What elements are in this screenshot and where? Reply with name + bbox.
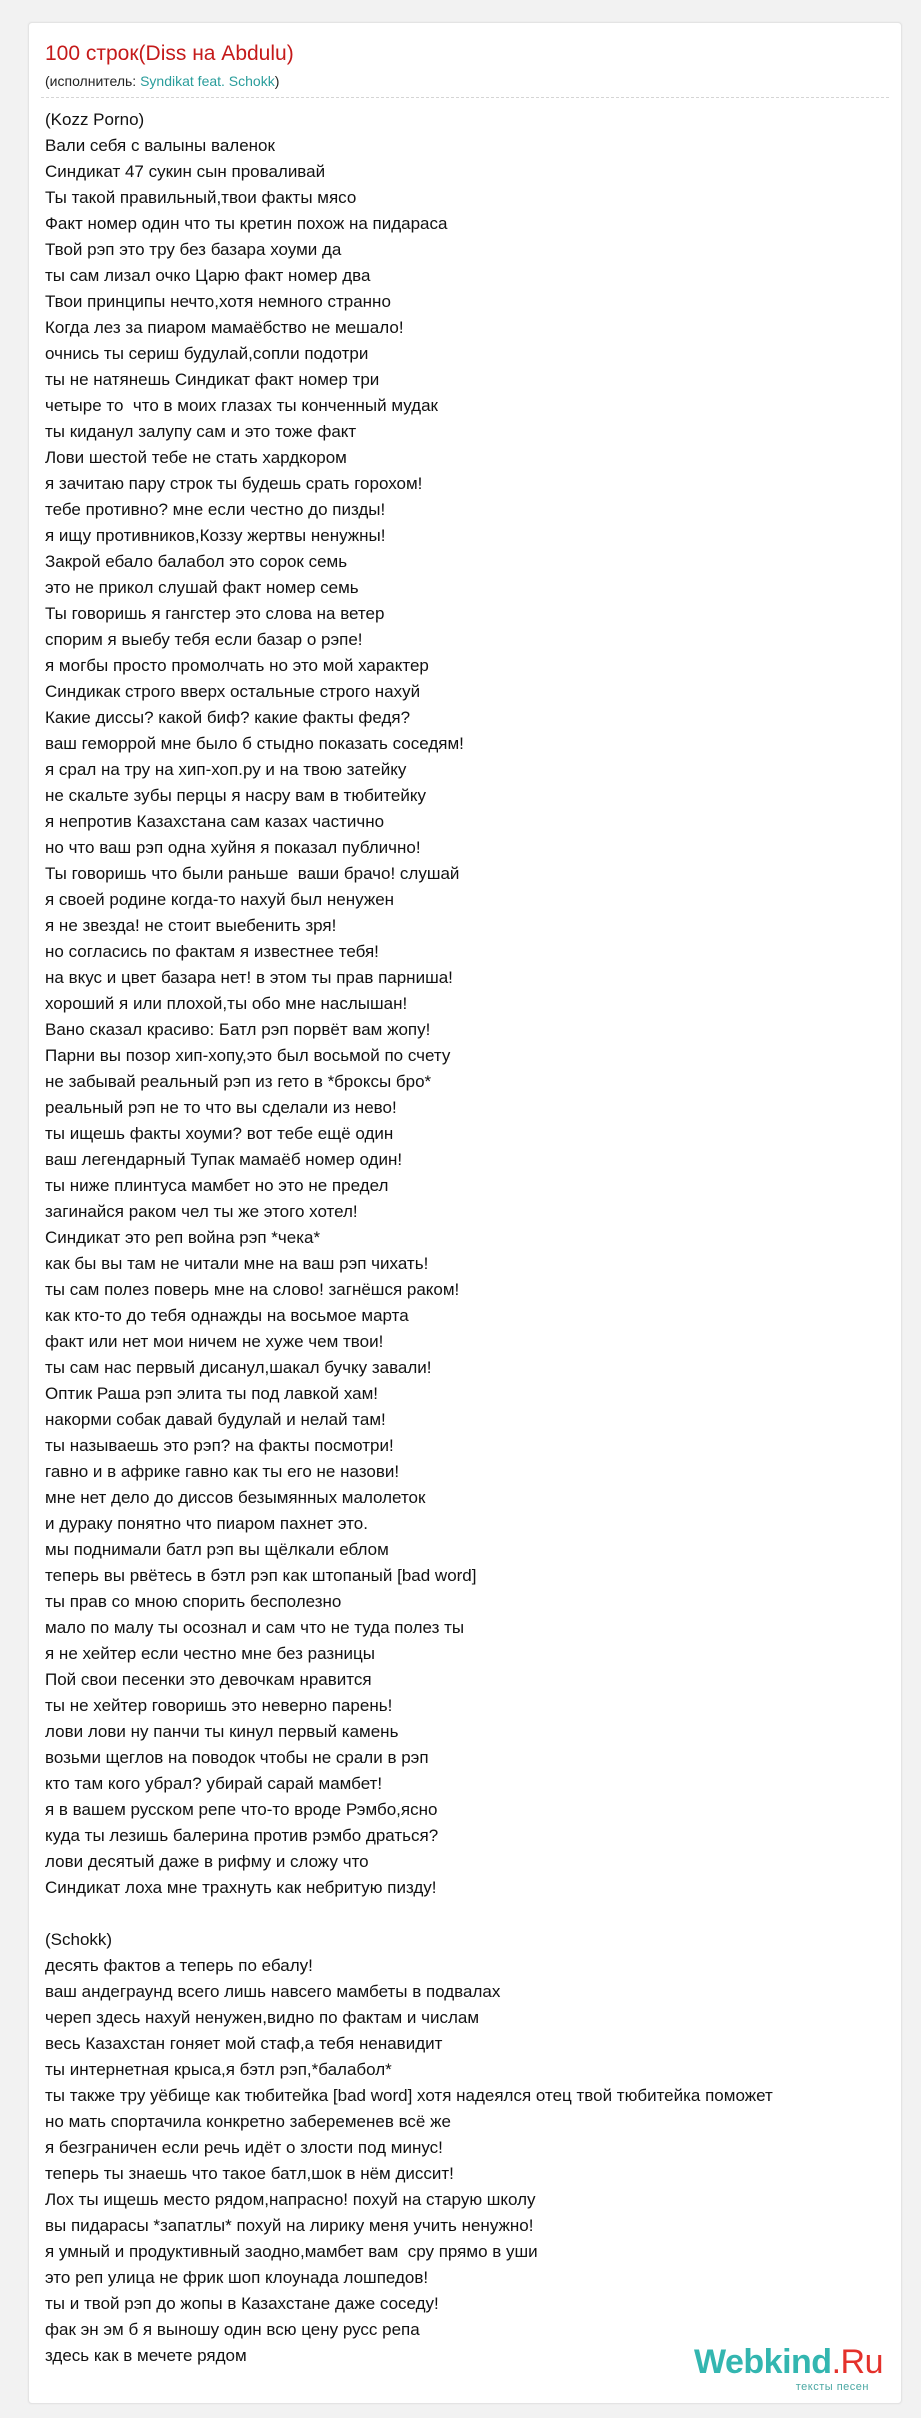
lyric-line: ты и твой рэп до жопы в Казахстане даже соседу! xyxy=(45,2294,439,2313)
lyric-line: мне нет дело до диссов безымянных малолеток xyxy=(45,1488,426,1507)
lyric-line: ты не хейтер говоришь это неверно парень! xyxy=(45,1696,393,1715)
lyric-line: но мать спортачила конкретно забеременев всё же xyxy=(45,2112,451,2131)
lyric-line: спорим я выебу тебя если базар о рэпе! xyxy=(45,630,363,649)
lyric-line: ты ниже плинтуса мамбет но это не предел xyxy=(45,1176,389,1195)
performer-suffix: ) xyxy=(274,73,280,89)
lyric-line xyxy=(45,1901,921,1927)
lyric-line: я срал на тру на хип-хоп.ру и на твою затейку xyxy=(45,760,407,779)
lyric-line: я ищу противников,Коззу жертвы ненужны! xyxy=(45,526,386,545)
lyric-line: Твои принципы нечто,хотя немного странно xyxy=(45,292,391,311)
lyric-line: здесь как в мечете рядом xyxy=(45,2346,247,2365)
lyric-line: накорми собак давай будулай и нелай там! xyxy=(45,1410,386,1429)
webkind-logo[interactable] xyxy=(673,2335,883,2395)
lyric-line: ты сам полез поверь мне на слово! загнёшся раком! xyxy=(45,1280,460,1299)
lyric-line: ваш легендарный Тупак мамаёб номер один! xyxy=(45,1150,403,1169)
lyric-line: (Kozz Porno) xyxy=(45,110,145,129)
lyric-line: ты киданул залупу сам и это тоже факт xyxy=(45,422,357,441)
lyric-line: Оптик Раша рэп элита ты под лавкой хам! xyxy=(45,1384,379,1403)
lyric-line: ты прав со мною спорить бесполезно xyxy=(45,1592,342,1611)
lyric-line: тебе противно? мне если честно до пизды! xyxy=(45,500,386,519)
logo-main-text: Webkind xyxy=(694,2343,832,2381)
lyric-line: ты также тру уёбище как тюбитейка [bad word] хотя надеялся отец твой тюбитейка поможет xyxy=(45,2086,773,2105)
performer-line xyxy=(45,72,279,90)
lyric-line: ты интернетная крыса,я бэтл рэп,*балабол* xyxy=(45,2060,392,2079)
lyric-line: Факт номер один что ты кретин похож на пидараса xyxy=(45,214,448,233)
lyric-line: возьми щеглов на поводок чтобы не срали в рэп xyxy=(45,1748,429,1767)
lyric-line: загинайся раком чел ты же этого хотел! xyxy=(45,1202,358,1221)
lyric-line: Синдикат лоха мне трахнуть как небритую пизду! xyxy=(45,1878,437,1897)
lyric-line: ваш геморрой мне было б стыдно показать соседям! xyxy=(45,734,464,753)
lyric-line: Синдикат это реп война рэп *чека* xyxy=(45,1228,321,1247)
song-title: 100 строк(Diss на Abdulu) xyxy=(45,42,294,65)
lyric-line: десять фактов а теперь по ебалу! xyxy=(45,1956,313,1975)
lyric-line: хороший я или плохой,ты обо мне наслышан! xyxy=(45,994,408,1013)
lyric-line: Ты такой правильный,твои факты мясо xyxy=(45,188,357,207)
lyric-line: Вано сказал красиво: Батл рэп порвёт вам жопу! xyxy=(45,1020,431,1039)
lyric-line: ты не натянешь Синдикат факт номер три xyxy=(45,370,380,389)
lyric-line: это реп улица не фрик шоп клоунада лошпедов! xyxy=(45,2268,429,2287)
lyric-line: Ты говоришь я гангстер это слова на ветер xyxy=(45,604,385,623)
lyric-line: мало по малу ты осознал и сам что не туда полез ты xyxy=(45,1618,465,1637)
lyric-line: как кто-то до тебя однажды на восьмое марта xyxy=(45,1306,409,1325)
lyric-line: теперь ты знаешь что такое батл,шок в нём диссит! xyxy=(45,2164,454,2183)
lyric-line: вы пидарасы *запатлы* похуй на лирику меня учить ненужно! xyxy=(45,2216,534,2235)
lyric-line: гавно и в африке гавно как ты его не назови! xyxy=(45,1462,400,1481)
lyric-line: на вкус и цвет базара нет! в этом ты прав парниша! xyxy=(45,968,453,987)
lyric-line: ваш андеграунд всего лишь навсего мамбеты в подвалах xyxy=(45,1982,501,2001)
lyric-line: ты сам нас первый дисанул,шакал бучку завали! xyxy=(45,1358,432,1377)
lyric-line: Ты говоришь что были раньше ваши брачо! слушай xyxy=(45,864,460,883)
lyric-line: не забывай реальный рэп из гето в *броксы бро* xyxy=(45,1072,432,1091)
lyric-line: но что ваш рэп одна хуйня я показал публично! xyxy=(45,838,421,857)
lyric-line: я зачитаю пару строк ты будешь срать горохом! xyxy=(45,474,423,493)
lyric-line: череп здесь нахуй ненужен,видно по фактам и числам xyxy=(45,2008,480,2027)
lyric-line: ты сам лизал очко Царю факт номер два xyxy=(45,266,371,285)
lyrics-card xyxy=(28,22,902,2404)
lyric-line: Твой рэп это тру без базара хоуми да xyxy=(45,240,342,259)
lyric-line: Закрой ебало балабол это сорок семь xyxy=(45,552,348,571)
logo-tld: .Ru xyxy=(831,2343,883,2381)
lyric-line: я не звезда! не стоит выебенить зря! xyxy=(45,916,337,935)
lyric-line: Какие диссы? какой биф? какие факты федя? xyxy=(45,708,411,727)
lyric-line: Синдикак строго вверх остальные строго нахуй xyxy=(45,682,421,701)
lyric-line: ты ищешь факты хоуми? вот тебе ещё один xyxy=(45,1124,394,1143)
lyric-line: как бы вы там не читали мне на ваш рэп чихать! xyxy=(45,1254,429,1273)
performer-prefix: (исполнитель: xyxy=(45,73,141,89)
lyric-line: но согласись по фактам я известнее тебя! xyxy=(45,942,379,961)
lyric-line: лови десятый даже в рифму и сложу что xyxy=(45,1852,369,1871)
title-divider xyxy=(41,97,889,98)
lyric-line: мы поднимали батл рэп вы щёлкали еблом xyxy=(45,1540,389,1559)
lyric-line: я своей родине когда-то нахуй был ненужен xyxy=(45,890,395,909)
lyric-line: это не прикол слушай факт номер семь xyxy=(45,578,359,597)
lyric-line: четыре то что в моих глазах ты конченный мудак xyxy=(45,396,438,415)
performer-link[interactable]: Syndikat feat. Schokk xyxy=(140,73,275,89)
lyric-line: я непротив Казахстана сам казах частично xyxy=(45,812,385,831)
lyric-line: и дураку понятно что пиаром пахнет это. xyxy=(45,1514,368,1533)
logo-tagline: тексты песен xyxy=(795,2381,869,2393)
lyric-line: Синдикат 47 сукин сын проваливай xyxy=(45,162,326,181)
lyric-line: я могбы просто промолчать но это мой характер xyxy=(45,656,429,675)
lyric-line: ты называешь это рэп? на факты посмотри! xyxy=(45,1436,394,1455)
lyric-line: куда ты лезишь балерина против рэмбо драться? xyxy=(45,1826,439,1845)
lyrics-text xyxy=(45,107,921,2369)
lyric-line: фак эн эм б я выношу один всю цену русс репа xyxy=(45,2320,420,2339)
lyric-line: лови лови ну панчи ты кинул первый камень xyxy=(45,1722,399,1741)
lyric-line: Когда лез за пиаром мамаёбство не мешало! xyxy=(45,318,404,337)
lyric-line: очнись ты сериш будулай,сопли подотри xyxy=(45,344,369,363)
lyric-line: реальный рэп не то что вы сделали из нево! xyxy=(45,1098,397,1117)
lyric-line: я безграничен если речь идёт о злости под минус! xyxy=(45,2138,443,2157)
lyric-line: не скальте зубы перцы я насру вам в тюбитейку xyxy=(45,786,426,805)
lyric-line: я не хейтер если честно мне без разницы xyxy=(45,1644,375,1663)
lyric-line: Пой свои песенки это девочкам нравится xyxy=(45,1670,372,1689)
logo-wordmark xyxy=(694,2343,883,2382)
lyric-line: весь Казахстан гоняет мой стаф,а тебя ненавидит xyxy=(45,2034,443,2053)
lyric-line: кто там кого убрал? убирай сарай мамбет! xyxy=(45,1774,383,1793)
lyric-line: теперь вы рвётесь в бэтл рэп как штопаный [bad word] xyxy=(45,1566,477,1585)
lyric-line: Вали себя с валыны валенок xyxy=(45,136,275,155)
lyric-line: я умный и продуктивный заодно,мамбет вам сру прямо в уши xyxy=(45,2242,538,2261)
lyric-line: Парни вы позор хип-хопу,это был восьмой по счету xyxy=(45,1046,451,1065)
lyric-line: (Schokk) xyxy=(45,1930,113,1949)
lyric-line: я в вашем русском репе что-то вроде Рэмбо,ясно xyxy=(45,1800,438,1819)
lyric-line: факт или нет мои ничем не хуже чем твои! xyxy=(45,1332,384,1351)
lyric-line: Лох ты ищешь место рядом,напрасно! похуй на старую школу xyxy=(45,2190,536,2209)
lyric-line: Лови шестой тебе не стать хардкором xyxy=(45,448,347,467)
